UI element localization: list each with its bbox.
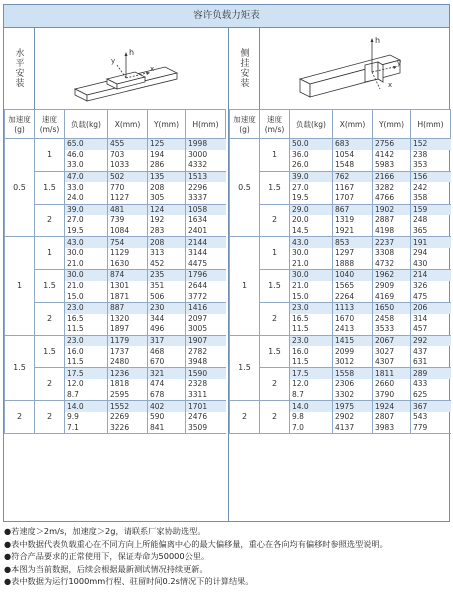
value-cell: 2644 [188, 281, 208, 291]
table-row [230, 171, 451, 182]
header-x: X(mm) [108, 110, 148, 139]
speed-cell: 2 [260, 368, 290, 401]
acceleration-cell: 1 [5, 237, 35, 335]
value-cell: 779 [411, 422, 451, 433]
value-cell: 754 [108, 237, 148, 248]
value-cell: 1818 [108, 379, 148, 390]
value-cell: 206 [411, 302, 451, 313]
value-cell: 1707 [333, 193, 373, 204]
value-cell: 292 [411, 335, 451, 346]
value-cell: 289 [411, 368, 451, 379]
diagram-label-h: h [129, 48, 135, 57]
value-cell: 2296 [188, 182, 208, 192]
load-moment-table-frame [3, 4, 450, 522]
value-cell: 16.5 [290, 314, 333, 325]
note-line: ●若速度＞2m/s，加速度＞2g，请联系厂家协助选型。 [4, 526, 206, 536]
value-cell: 481 [108, 204, 148, 215]
header-speed: 速度(m/s) [35, 110, 65, 139]
value-cell: 286 [148, 160, 186, 171]
speed-cell: 1.5 [35, 335, 65, 368]
value-cell: 437 [413, 346, 428, 356]
value-cell: 452 [148, 259, 186, 270]
value-cell: 739 [108, 215, 148, 226]
value-cell: 433 [413, 379, 428, 389]
value-cell: 853 [333, 237, 373, 248]
side-diagram-label-y: y [397, 59, 402, 67]
value-cell: 3337 [186, 193, 226, 204]
value-cell: 43.0 [65, 237, 108, 248]
value-cell: 4307 [373, 357, 411, 368]
value-cell: 770 [108, 182, 148, 193]
value-cell: 4732 [373, 259, 411, 270]
value-cell: 65.0 [65, 139, 108, 150]
value-cell: 16.0 [65, 346, 108, 357]
horizontal-diagram-area [4, 27, 225, 110]
value-cell: 23.0 [290, 335, 333, 346]
value-cell: 1033 [108, 160, 148, 171]
acceleration-cell: 0.5 [230, 139, 260, 237]
value-cell: 678 [148, 390, 186, 401]
value-cell: 36.0 [290, 150, 333, 161]
value-cell: 9.8 [290, 412, 333, 423]
value-cell: 841 [148, 422, 186, 433]
value-cell: 235 [148, 270, 186, 281]
value-cell: 1113 [333, 302, 373, 313]
note-line: ●本图为当前数据，后续会根据最新测试情况持续更新。 [4, 563, 208, 574]
value-cell: 2306 [333, 379, 373, 390]
value-cell: 1796 [186, 270, 226, 281]
value-cell: 703 [108, 150, 148, 161]
value-cell: 1811 [373, 368, 411, 379]
table-row [5, 401, 226, 412]
header-x: X(mm) [333, 110, 373, 139]
value-cell: 15.0 [290, 291, 333, 302]
notes [4, 525, 450, 588]
value-cell: 21.0 [65, 259, 108, 270]
value-cell: 3226 [108, 422, 148, 433]
value-cell: 4137 [333, 422, 373, 433]
note-line: ●表中数据代表负载重心在不同方向上所能偏离中心的最大偏移量，重心在各向均有偏移时参照选型说明。 [4, 538, 388, 549]
value-cell: 1634 [188, 215, 208, 225]
value-cell: 1921 [333, 226, 373, 237]
table-row [230, 401, 451, 412]
value-cell: 1040 [333, 270, 373, 281]
value-cell: 7.0 [290, 422, 333, 433]
value-cell: 230 [148, 302, 186, 313]
value-cell: 11.5 [290, 357, 333, 368]
value-cell: 5983 [373, 160, 411, 171]
horizontal-mount-label: 水平安装 [4, 27, 35, 109]
value-cell: 2476 [188, 412, 208, 422]
note-line: ●符合产品要求的正常使用下，保证寿命为50000公里。 [4, 551, 210, 562]
value-cell: 14.0 [290, 401, 333, 412]
speed-cell: 2 [35, 401, 65, 434]
value-cell: 321 [148, 368, 186, 379]
value-cell: 30.0 [290, 270, 333, 281]
value-cell: 1650 [373, 302, 411, 313]
value-cell: 1084 [108, 226, 148, 237]
header-y: Y(mm) [148, 110, 186, 139]
value-cell: 3772 [186, 291, 226, 302]
speed-cell: 1.5 [260, 270, 290, 303]
value-cell: 2909 [373, 281, 411, 292]
speed-cell: 1 [35, 237, 65, 270]
horizontal-mount-table [4, 109, 226, 434]
value-cell: 3311 [186, 390, 226, 401]
header-y: Y(mm) [373, 110, 411, 139]
value-cell: 590 [148, 412, 186, 423]
value-cell: 3302 [333, 390, 373, 401]
value-cell: 1319 [333, 215, 373, 226]
value-cell: 2660 [373, 379, 411, 390]
value-cell: 4142 [373, 150, 411, 161]
value-cell: 125 [148, 139, 186, 150]
value-cell: 1513 [186, 171, 226, 182]
value-cell: 1167 [333, 182, 373, 193]
table-row [5, 335, 226, 346]
value-cell: 30.0 [65, 248, 108, 259]
value-cell: 23.0 [65, 335, 108, 346]
value-cell: 27.0 [290, 182, 333, 193]
value-cell: 457 [411, 324, 451, 335]
value-cell: 502 [108, 171, 148, 182]
value-cell: 29.0 [290, 204, 333, 215]
value-cell: 16.0 [290, 346, 333, 357]
value-cell: 11.5 [65, 357, 108, 368]
table-row [5, 302, 226, 313]
value-cell: 242 [413, 182, 428, 192]
value-cell: 3308 [373, 248, 411, 259]
value-cell: 468 [148, 346, 186, 357]
value-cell: 631 [411, 357, 451, 368]
table-row [5, 204, 226, 215]
value-cell: 1924 [373, 401, 411, 412]
value-cell: 1737 [108, 346, 148, 357]
value-cell: 2264 [333, 291, 373, 302]
value-cell: 1871 [108, 291, 148, 302]
value-cell: 1962 [373, 270, 411, 281]
value-cell: 24.0 [65, 193, 108, 204]
value-cell: 2097 [188, 313, 208, 323]
value-cell: 238 [413, 149, 428, 159]
value-cell: 9.9 [65, 412, 108, 423]
speed-cell: 2 [35, 368, 65, 401]
value-cell: 11.5 [65, 324, 108, 335]
value-cell: 23.0 [65, 302, 108, 313]
value-cell: 191 [411, 237, 451, 248]
value-cell: 1301 [108, 281, 148, 292]
value-cell: 1701 [186, 401, 226, 412]
horizontal-mount-diagram [35, 27, 225, 109]
value-cell: 3000 [188, 149, 208, 159]
value-cell: 1552 [108, 401, 148, 412]
value-cell: 194 [148, 150, 186, 161]
value-cell: 3533 [373, 324, 411, 335]
value-cell: 283 [148, 226, 186, 237]
value-cell: 248 [413, 215, 428, 225]
value-cell: 15.0 [65, 291, 108, 302]
value-cell: 2756 [373, 139, 411, 150]
value-cell: 19.5 [290, 193, 333, 204]
value-cell: 365 [411, 226, 451, 237]
value-cell: 314 [413, 313, 428, 323]
value-cell: 351 [148, 281, 186, 292]
value-cell: 4198 [373, 226, 411, 237]
value-cell: 1670 [333, 314, 373, 325]
value-cell: 47.0 [65, 171, 108, 182]
value-cell: 3282 [373, 182, 411, 193]
value-cell: 30.0 [65, 270, 108, 281]
side-mount-label: 侧挂安装 [229, 27, 260, 109]
value-cell: 867 [333, 204, 373, 215]
table-title: 容许负载力矩表 [4, 5, 449, 28]
table-row [230, 237, 451, 248]
value-cell: 2237 [373, 237, 411, 248]
side-mount-diagram [260, 27, 450, 109]
value-cell: 20.0 [290, 215, 333, 226]
speed-cell: 1 [260, 237, 290, 270]
value-cell: 1548 [333, 160, 373, 171]
value-cell: 1975 [333, 401, 373, 412]
value-cell: 3144 [188, 248, 208, 258]
value-cell: 3983 [373, 422, 411, 433]
value-cell: 887 [108, 302, 148, 313]
acceleration-cell: 1.5 [5, 335, 35, 401]
value-cell: 1236 [108, 368, 148, 379]
value-cell: 1127 [108, 193, 148, 204]
value-cell: 3005 [186, 324, 226, 335]
value-cell: 3790 [373, 390, 411, 401]
note-line: ●表中数据为运行1000mm行程、驻留时间0.2s情况下的计算结果。 [4, 576, 254, 587]
diagram-label-x: x [150, 65, 155, 73]
value-cell: 2144 [186, 237, 226, 248]
value-cell: 625 [411, 390, 451, 401]
value-cell: 14.5 [290, 226, 333, 237]
value-cell: 1565 [333, 281, 373, 292]
table-row [230, 204, 451, 215]
value-cell: 8.7 [290, 390, 333, 401]
value-cell: 39.0 [290, 171, 333, 182]
speed-cell: 1.5 [35, 270, 65, 303]
value-cell: 294 [413, 248, 428, 258]
value-cell: 670 [148, 357, 186, 368]
header-acc: 加速度(g) [230, 110, 260, 139]
value-cell: 496 [148, 324, 186, 335]
value-cell: 2807 [373, 412, 411, 423]
value-cell: 2480 [108, 357, 148, 368]
value-cell: 358 [411, 193, 451, 204]
value-cell: 2099 [333, 346, 373, 357]
table-row [230, 139, 451, 150]
value-cell: 506 [148, 291, 186, 302]
value-cell: 23.0 [290, 302, 333, 313]
value-cell: 159 [411, 204, 451, 215]
value-cell: 1179 [108, 335, 148, 346]
value-cell: 2401 [186, 226, 226, 237]
speed-cell: 2 [260, 302, 290, 335]
value-cell: 1054 [333, 150, 373, 161]
value-cell: 3509 [186, 422, 226, 433]
value-cell: 1415 [333, 335, 373, 346]
value-cell: 762 [333, 171, 373, 182]
value-cell: 1902 [373, 204, 411, 215]
speed-cell: 2 [35, 302, 65, 335]
value-cell: 474 [148, 379, 186, 390]
value-cell: 3948 [186, 357, 226, 368]
value-cell: 4332 [186, 160, 226, 171]
value-cell: 21.0 [65, 281, 108, 292]
value-cell: 11.5 [290, 324, 333, 335]
value-cell: 1058 [186, 204, 226, 215]
value-cell: 2902 [333, 412, 373, 423]
speed-cell: 2 [35, 204, 65, 237]
acceleration-cell: 2 [230, 401, 260, 434]
value-cell: 2269 [108, 412, 148, 423]
value-cell: 12.0 [290, 379, 333, 390]
value-cell: 26.0 [290, 160, 333, 171]
speed-cell: 1 [35, 139, 65, 172]
table-row [230, 270, 451, 281]
side-diagram-area [229, 27, 450, 110]
value-cell: 430 [411, 259, 451, 270]
value-cell: 683 [333, 139, 373, 150]
value-cell: 367 [411, 401, 451, 412]
value-cell: 1297 [333, 248, 373, 259]
value-cell: 1888 [333, 259, 373, 270]
horizontal-mount-panel [4, 27, 225, 521]
diagram-label-y: y [111, 57, 116, 65]
value-cell: 2067 [373, 335, 411, 346]
value-cell: 455 [108, 139, 148, 150]
speed-cell: 1.5 [260, 171, 290, 204]
table-row [230, 335, 451, 346]
table-row [5, 270, 226, 281]
value-cell: 152 [411, 139, 451, 150]
speed-cell: 1 [260, 139, 290, 172]
speed-cell: 2 [260, 401, 290, 434]
side-mount-panel [228, 27, 450, 521]
value-cell: 1320 [108, 314, 148, 325]
table-row [5, 171, 226, 182]
value-cell: 12.0 [65, 379, 108, 390]
value-cell: 1998 [186, 139, 226, 150]
value-cell: 21.0 [290, 281, 333, 292]
header-h: H(mm) [186, 110, 226, 139]
value-cell: 46.0 [65, 150, 108, 161]
value-cell: 1630 [108, 259, 148, 270]
value-cell: 2328 [188, 379, 208, 389]
value-cell: 27.0 [65, 215, 108, 226]
value-cell: 2458 [373, 314, 411, 325]
value-cell: 208 [148, 182, 186, 193]
speed-cell: 1.5 [35, 171, 65, 204]
value-cell: 4475 [186, 259, 226, 270]
value-cell: 353 [411, 160, 451, 171]
table-row [230, 302, 451, 313]
value-cell: 2413 [333, 324, 373, 335]
value-cell: 1897 [108, 324, 148, 335]
value-cell: 17.5 [65, 368, 108, 379]
value-cell: 402 [148, 401, 186, 412]
value-cell: 43.0 [290, 237, 333, 248]
value-cell: 135 [148, 171, 186, 182]
acceleration-cell: 1.5 [230, 335, 260, 401]
value-cell: 874 [108, 270, 148, 281]
value-cell: 3012 [333, 357, 373, 368]
value-cell: 2887 [373, 215, 411, 226]
acceleration-cell: 1 [230, 237, 260, 335]
side-diagram-label-h: h [375, 36, 381, 45]
value-cell: 16.5 [65, 314, 108, 325]
table-row [5, 237, 226, 248]
value-cell: 326 [413, 281, 428, 291]
value-cell: 7.1 [65, 422, 108, 433]
value-cell: 1590 [186, 368, 226, 379]
value-cell: 2166 [373, 171, 411, 182]
value-cell: 192 [148, 215, 186, 226]
speed-cell: 1.5 [260, 335, 290, 368]
value-cell: 208 [148, 237, 186, 248]
value-cell: 8.7 [65, 390, 108, 401]
value-cell: 124 [148, 204, 186, 215]
value-cell: 21.0 [290, 259, 333, 270]
value-cell: 543 [413, 412, 428, 422]
value-cell: 475 [411, 291, 451, 302]
value-cell: 305 [148, 193, 186, 204]
value-cell: 2595 [108, 390, 148, 401]
value-cell: 317 [148, 335, 186, 346]
value-cell: 313 [148, 248, 186, 259]
header-acc: 加速度(g) [5, 110, 35, 139]
acceleration-cell: 2 [5, 401, 35, 434]
value-cell: 3027 [373, 346, 411, 357]
value-cell: 1907 [186, 335, 226, 346]
value-cell: 2782 [188, 346, 208, 356]
value-cell: 1416 [186, 302, 226, 313]
side-diagram-label-x: x [388, 81, 393, 89]
value-cell: 19.5 [65, 226, 108, 237]
value-cell: 14.0 [65, 401, 108, 412]
value-cell: 344 [148, 314, 186, 325]
header-load: 负载(kg) [290, 110, 333, 139]
value-cell: 50.0 [290, 139, 333, 150]
side-mount-table [229, 109, 451, 434]
table-row [230, 368, 451, 379]
header-speed: 速度(m/s) [260, 110, 290, 139]
table-row [5, 368, 226, 379]
acceleration-cell: 0.5 [5, 139, 35, 237]
table-row [5, 139, 226, 150]
value-cell: 214 [411, 270, 451, 281]
value-cell: 17.5 [290, 368, 333, 379]
value-cell: 4169 [373, 291, 411, 302]
value-cell: 33.0 [65, 182, 108, 193]
header-load: 负载(kg) [65, 110, 108, 139]
value-cell: 33.0 [65, 160, 108, 171]
value-cell: 1129 [108, 248, 148, 259]
header-h: H(mm) [411, 110, 451, 139]
value-cell: 4766 [373, 193, 411, 204]
value-cell: 156 [411, 171, 451, 182]
value-cell: 1558 [333, 368, 373, 379]
speed-cell: 2 [260, 204, 290, 237]
value-cell: 30.0 [290, 248, 333, 259]
value-cell: 39.0 [65, 204, 108, 215]
